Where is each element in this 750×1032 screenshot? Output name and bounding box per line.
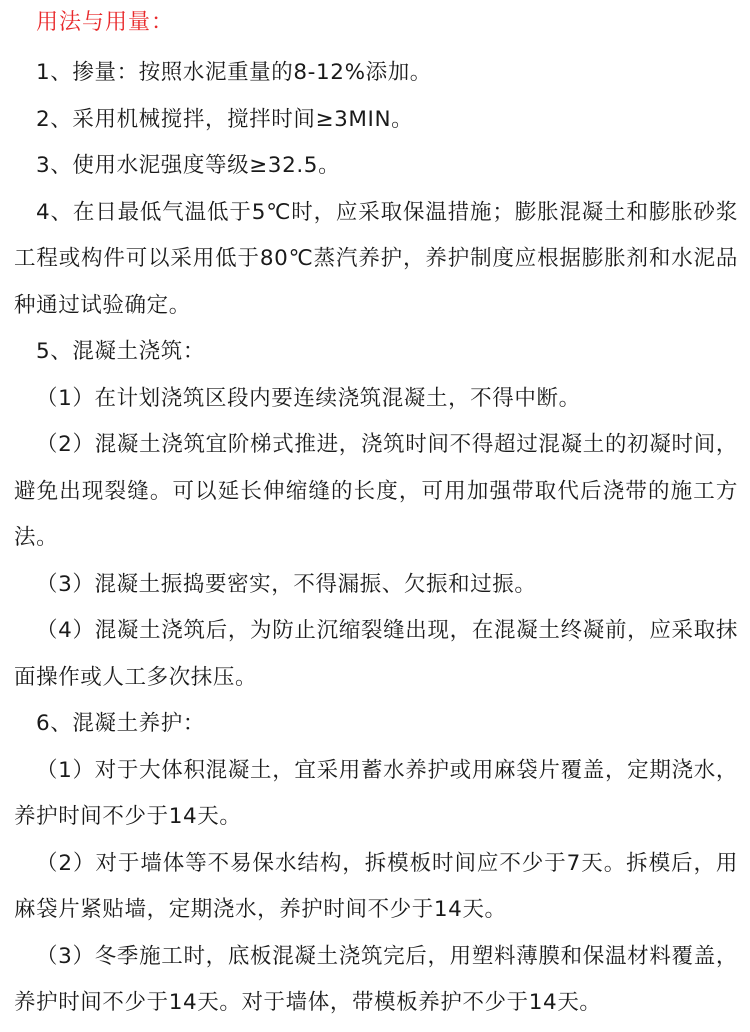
paragraph-dosage: 1、掺量：按照水泥重量的8-12%添加。 — [36, 60, 432, 85]
paragraph-pouring-4: （4）混凝土浇筑后，为防止沉缩裂缝出现，在混凝土终凝前，应采取抹面操作或人工多次抹压。 — [14, 618, 738, 690]
paragraph-cement-grade: 3、使用水泥强度等级≥32.5。 — [36, 153, 341, 178]
paragraph-pouring-2: （2）混凝土浇筑宜阶梯式推进，浇筑时间不得超过混凝土的初凝时间，避免出现裂缝。可以延长伸缩缝的长度，可用加强带取代后浇带的施工方法。 — [14, 432, 738, 550]
paragraph-curing-2: （2）对于墙体等不易保水结构，拆模板时间应不少于7天。拆模后，用麻袋片紧贴墙，定期浇水，养护时间不少于14天。 — [14, 850, 738, 922]
paragraph-pouring-3: （3）混凝土振捣要密实，不得漏振、欠振和过振。 — [36, 571, 537, 597]
document-body — [14, 50, 738, 1027]
paragraph-pouring-1: （1）在计划浇筑区段内要连续浇筑混凝土，不得中断。 — [36, 385, 581, 411]
paragraph-mixing: 2、采用机械搅拌，搅拌时间≥3MIN。 — [36, 106, 414, 132]
section-title: 用法与用量： — [36, 10, 175, 35]
paragraph-curing-3: （3）冬季施工时，底板混凝土浇筑完后，用塑料薄膜和保温材料覆盖，养护时间不少于14天。对于墙体，带模板养护不少于14天。 — [14, 943, 738, 1015]
paragraph-curing-1: （1）对于大体积混凝土，宜采用蓄水养护或用麻袋片覆盖，定期浇水，养护时间不少于14天。 — [14, 757, 738, 829]
paragraph-pouring-heading: 5、混凝土浇筑： — [36, 339, 205, 364]
paragraph-curing-heading: 6、混凝土养护： — [36, 711, 205, 736]
paragraph-low-temperature: 4、在日最低气温低于5℃时，应采取保温措施；膨胀混凝土和膨胀砂浆工程或构件可以采用低于80℃蒸汽养护，养护制度应根据膨胀剂和水泥品种通过试验确定。 — [14, 199, 738, 318]
